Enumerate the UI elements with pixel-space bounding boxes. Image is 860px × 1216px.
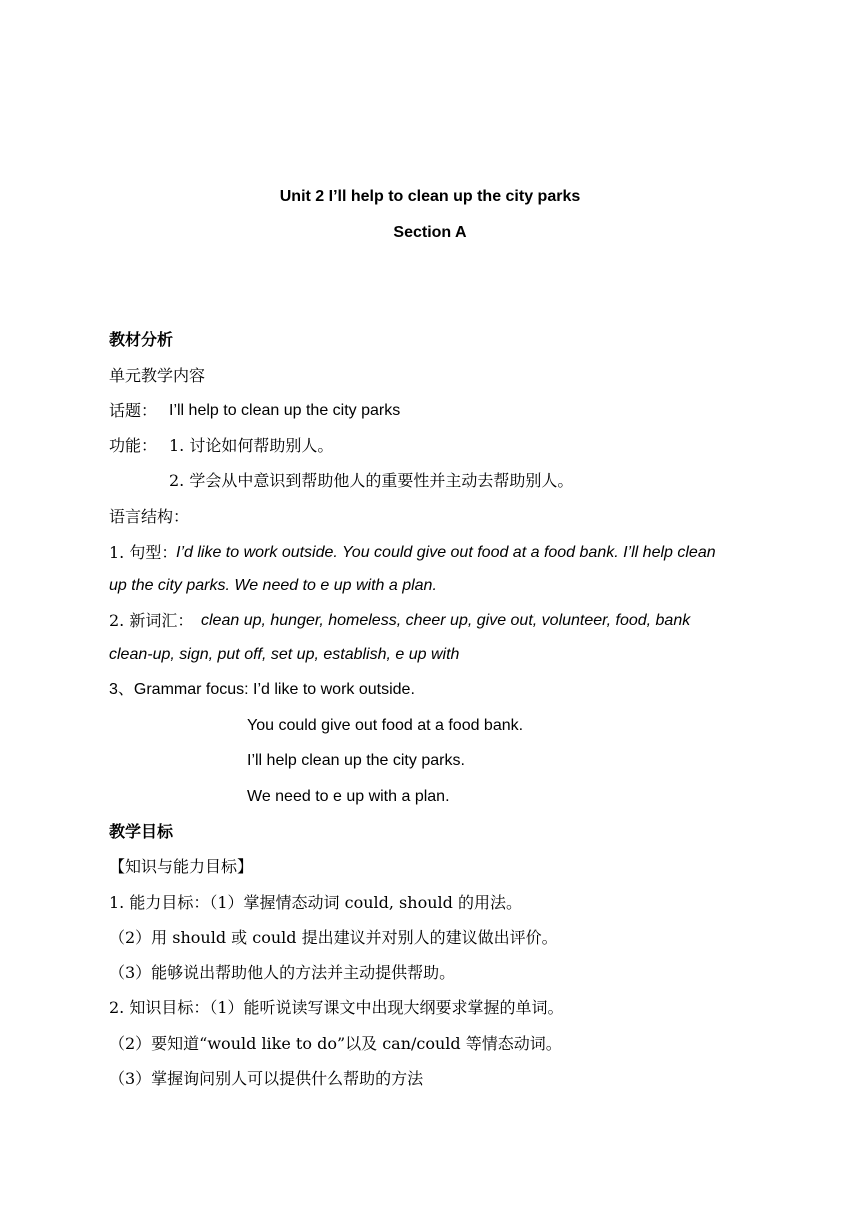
knowledge-ability-heading: 【知识与能力目标】 (109, 857, 254, 876)
document-title: Unit 2 I’ll help to clean up the city parks (279, 188, 581, 205)
sentence-label: 1. 句型： (109, 543, 178, 562)
document-subtitle: Section A (393, 224, 467, 241)
section-heading-analysis: 教材分析 (109, 330, 174, 349)
structure-label: 语言结构： (109, 507, 190, 526)
ability-goal-2: （2）用 should 或 could 提出建议并对别人的建议做出评价。 (109, 928, 558, 947)
grammar-focus-line-3: I’ll help clean up the city parks. (247, 752, 465, 769)
grammar-focus-line-1: 3、Grammar focus: I’d like to work outside. (109, 681, 415, 698)
grammar-focus-line-4: We need to e up with a plan. (247, 788, 450, 805)
topic-label: 话题： (109, 401, 158, 420)
topic-value: I’ll help to clean up the city parks (169, 402, 401, 419)
function-label: 功能： (109, 436, 158, 455)
knowledge-goal-2: （2）要知道“would like to do”以及 can/could 等情态动词。 (109, 1034, 562, 1053)
section-heading-goals: 教学目标 (109, 822, 174, 841)
ability-goal-3: （3）能够说出帮助他人的方法并主动提供帮助。 (109, 963, 456, 982)
function-item-1: 1. 讨论如何帮助别人。 (169, 436, 334, 455)
sentence-text-2: up the city parks. We need to e up with a plan. (109, 577, 437, 594)
vocab-text-2: clean-up, sign, put off, set up, establish, e up with (109, 646, 460, 663)
knowledge-goal-1: 2. 知识目标：（1）能听说读写课文中出现大纲要求掌握的单词。 (109, 998, 564, 1017)
function-item-2: 2. 学会从中意识到帮助他人的重要性并主动去帮助别人。 (169, 471, 574, 490)
unit-content-label: 单元教学内容 (109, 366, 206, 385)
vocab-label: 2. 新词汇： (109, 611, 194, 630)
grammar-focus-line-2: You could give out food at a food bank. (247, 717, 524, 734)
knowledge-goal-3: （3）掌握询问别人可以提供什么帮助的方法 (109, 1069, 424, 1088)
vocab-text-1: clean up, hunger, homeless, cheer up, give out, volunteer, food, bank (201, 612, 691, 629)
sentence-text-1: I’d like to work outside. You could give out food at a food bank. I’ll help clean (176, 544, 716, 561)
ability-goal-1: 1. 能力目标：（1）掌握情态动词 could, should 的用法。 (109, 893, 522, 912)
